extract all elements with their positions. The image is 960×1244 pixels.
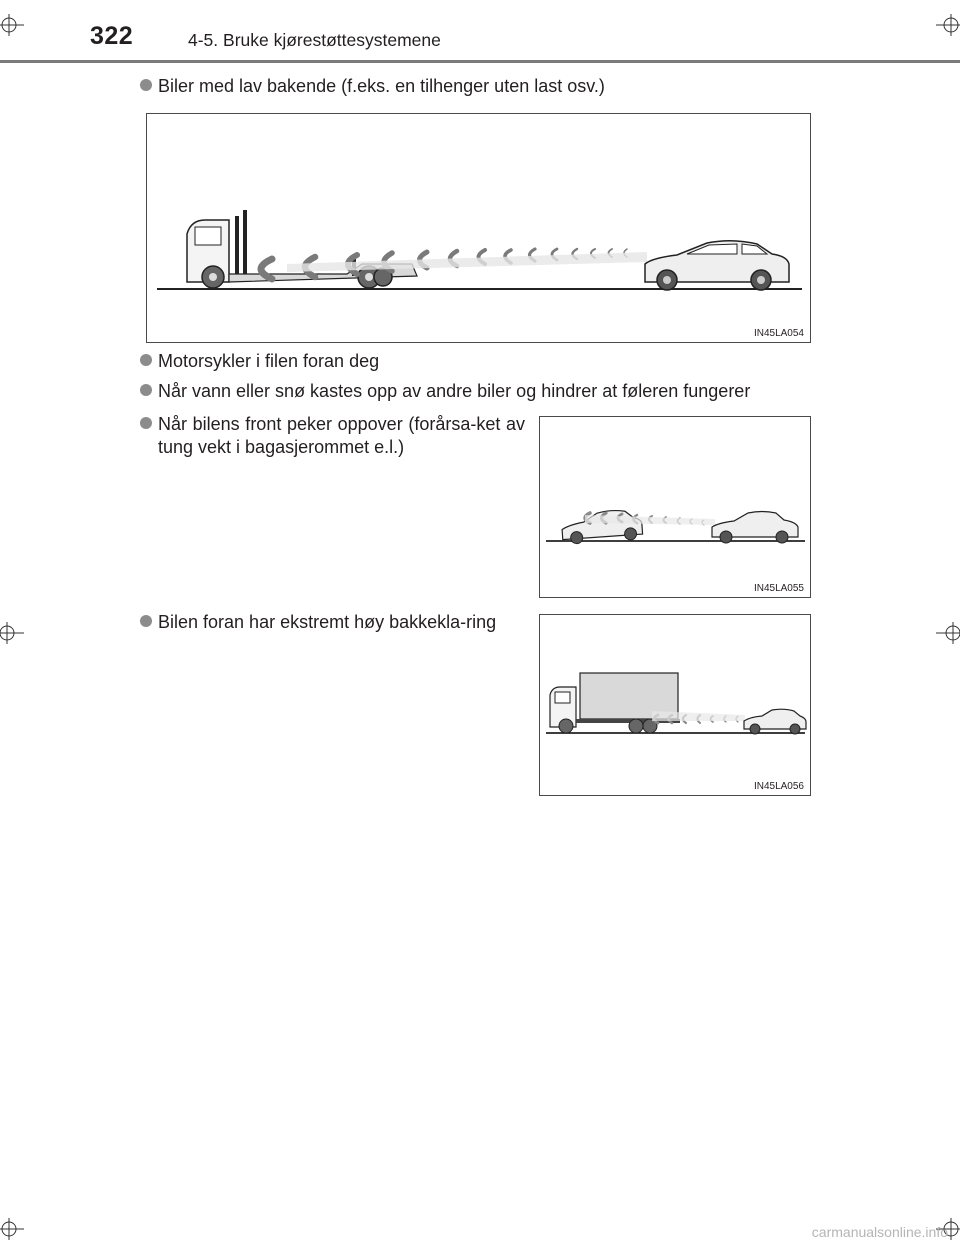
figure-code: IN45LA056 bbox=[753, 781, 804, 792]
bullet-dot bbox=[140, 354, 152, 366]
tilted-car-drawing bbox=[540, 417, 812, 599]
bullet-front-pointing-up bbox=[140, 413, 525, 459]
trailer-car-drawing bbox=[147, 114, 812, 344]
figure-code: IN45LA054 bbox=[753, 328, 804, 339]
bullet-text: Motorsykler i filen foran deg bbox=[158, 351, 380, 371]
bullet-motorcycles bbox=[140, 350, 840, 373]
figure-high-clearance-truck-illustration bbox=[539, 614, 811, 796]
bullet-dot bbox=[140, 384, 152, 396]
footer-watermark: carmanualsonline.info bbox=[811, 1224, 948, 1240]
header-divider bbox=[0, 60, 960, 63]
bullet-text: Bilen foran har ekstremt høy bakkekla-ring bbox=[158, 612, 497, 632]
bullet-dot bbox=[140, 79, 152, 91]
bullet-text: Når bilens front peker oppover (forårsa-ket av tung vekt i bagasjerommet e.l.) bbox=[158, 414, 525, 457]
bullet-dot bbox=[140, 417, 152, 429]
bullet-dot bbox=[140, 615, 152, 627]
registration-mark-bottom-left bbox=[0, 1216, 26, 1242]
registration-mark-middle-right bbox=[934, 620, 960, 646]
bullet-text: Når vann eller snø kastes opp av andre biler og hindrer at føleren fungerer bbox=[158, 381, 751, 401]
bullet-water-snow bbox=[140, 380, 840, 403]
section-title: 4-5. Bruke kjørestøttesystemene bbox=[188, 30, 441, 50]
bullet-high-ground-clearance bbox=[140, 611, 525, 634]
registration-mark-middle-left bbox=[0, 620, 26, 646]
figure-trailer-illustration bbox=[146, 113, 811, 343]
registration-mark-top-left bbox=[0, 12, 26, 38]
registration-mark-top-right bbox=[934, 12, 960, 38]
figure-code: IN45LA055 bbox=[753, 583, 804, 594]
page-number: 322 bbox=[90, 22, 134, 50]
bullet-low-rear-vehicles bbox=[140, 75, 840, 98]
truck-car-drawing bbox=[540, 615, 812, 797]
figure-tilted-car-illustration bbox=[539, 416, 811, 598]
bullet-text: Biler med lav bakende (f.eks. en tilhenger uten last osv.) bbox=[158, 76, 605, 96]
